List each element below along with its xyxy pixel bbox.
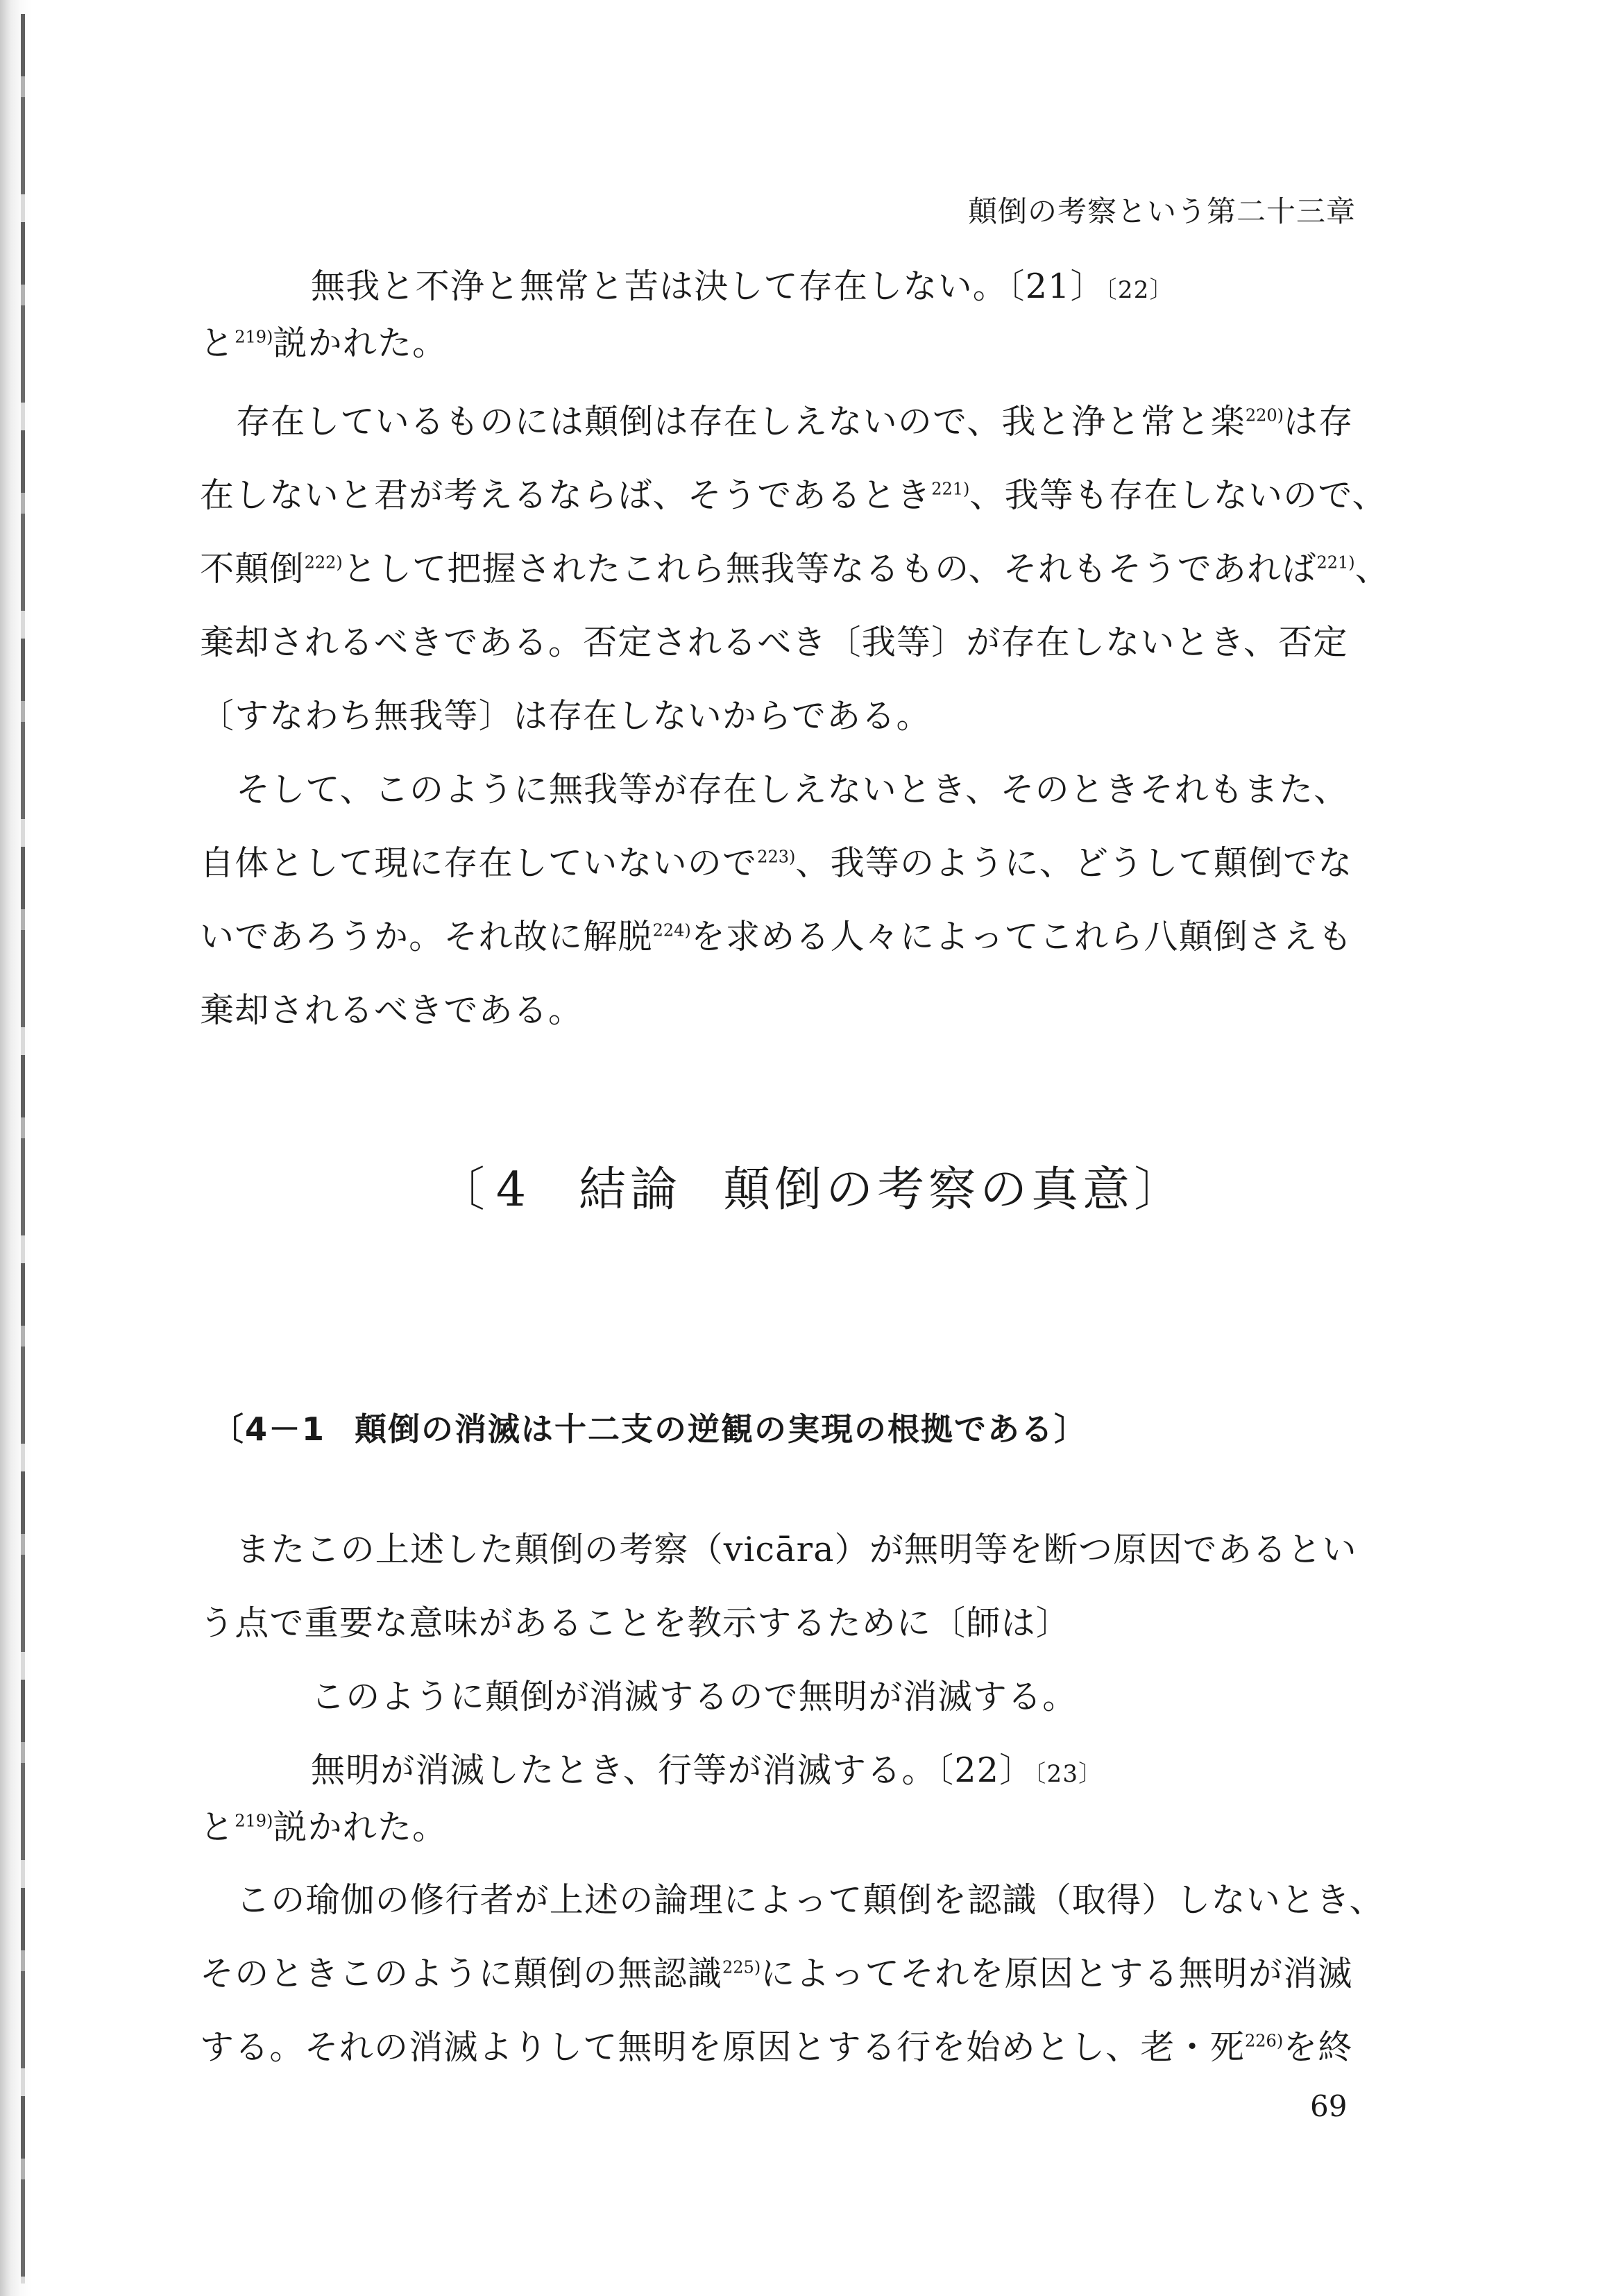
citation-pre: と [200,323,235,363]
text: 、我等のように、どうして顛倒でな [795,843,1353,883]
paragraph-line: そして、このように無我等が存在しえないとき、そのときそれもまた、 [236,770,1349,809]
scan-edge-shadow [0,0,32,2296]
paragraph-line [200,1937,1383,2011]
verse-line: このように顛倒が消滅するので無明が消滅する。 [311,1677,1078,1716]
page-number: 69 [1310,2089,1348,2123]
text: として把握されたこれら無我等なるもの、それもそうであれば [342,549,1317,589]
text: を求める人々によってこれら八顛倒さえも [690,917,1353,956]
text: 不顛倒 [200,549,305,589]
paragraph-3 [200,1513,1383,1660]
text: いであろうか。それ故に解脱 [200,917,653,956]
text: 、我等も存在しないので、 [969,475,1387,515]
text: そのときこのように顛倒の無認識 [200,1954,723,1993]
paragraph-line: 棄却されるべきである。否定されるべき〔我等〕が存在しないとき、否定 [200,623,1348,662]
scan-binding-line [21,14,25,2284]
footnote-marker: 223) [757,847,796,867]
text: 在しないと君が考えるならば、そうであるとき [200,475,932,515]
footnote-marker: 219) [235,327,273,347]
footnote-marker: 221) [1316,552,1355,573]
citation-pre: と [200,1807,235,1847]
paragraph-line: 棄却されるべきである。 [200,990,584,1030]
verse-block-1 [200,250,1383,380]
text: 自体として現に存在していないので [200,843,758,883]
text: を終 [1283,2027,1353,2067]
paragraph-line [200,459,1387,532]
text: 、 [1354,549,1390,589]
citation-post: 説かれた。 [273,323,448,363]
footnote-marker: 225) [722,1957,761,1977]
section-title-text: 顛倒の考察の真意〕 [723,1163,1186,1217]
paragraph-line: またこの上述した顛倒の考察（vicāra）が無明等を断つ原因であるとい [236,1530,1357,1569]
verse-ref: 〔23〕 [1034,1760,1103,1788]
footnote-marker: 221) [931,479,970,499]
footnote-marker: 224) [652,920,691,940]
verse-text: 無明が消滅したとき、行等が消滅する。〔22〕 [311,1750,1035,1790]
verse-text: 無我と不浄と無常と苦は決して存在しない。〔21〕 [311,267,1105,306]
paragraph-line: う点で重要な意味があることを教示するために〔師は〕 [200,1603,1071,1643]
text: は存 [1284,402,1354,441]
text: 存在しているものには顛倒は存在しえないので、我と浄と常と楽 [236,402,1246,441]
text: によってそれを原因とする無明が消滅 [760,1954,1353,1993]
running-header: 顛倒の考察という第二十三章 [967,194,1356,228]
paragraph-4 [200,1864,1383,2084]
subsection-title-text: 顛倒の消滅は十二支の逆観の実現の根拠である〕 [355,1410,1088,1448]
paragraph-line [200,827,1383,900]
paragraph-2 [200,753,1383,1047]
section-number: 4 [495,1163,531,1217]
text: する。それの消滅よりして無明を原因とする行を始めとし、老・死 [200,2027,1246,2067]
section-keyword: 結論 [579,1163,682,1217]
footnote-marker: 219) [235,1811,273,1831]
footnote-marker: 226) [1245,2031,1284,2051]
footnote-marker: 222) [304,552,343,573]
verse-ref: 〔22〕 [1105,276,1174,304]
subsection-number: 〔4－1 [212,1410,326,1448]
paragraph-line [200,2011,1383,2084]
subsection-heading [212,1404,1087,1450]
paragraph-1 [200,385,1390,753]
paragraph-line [200,385,1383,459]
paragraph-line: この瑜伽の修行者が上述の論理によって顛倒を認識（取得）しないとき、 [236,1880,1384,1920]
paragraph-line [200,532,1390,606]
section-bracket: 〔 [437,1163,489,1217]
paragraph-line [200,900,1383,974]
footnote-marker: 220) [1245,405,1284,425]
verse-block-2 [200,1660,1383,1864]
paragraph-line: 〔すなわち無我等〕は存在しないからである。 [200,696,931,736]
citation-post: 説かれた。 [273,1807,448,1847]
section-heading [0,1152,1623,1219]
